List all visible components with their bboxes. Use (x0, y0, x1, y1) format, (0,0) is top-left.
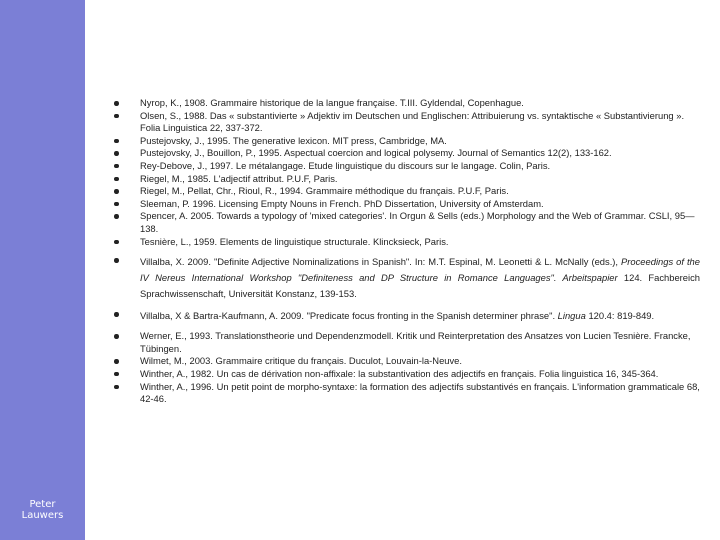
reference-item: Tesnière, L., 1959. Elements de linguistique structurale. Klincksieck, Paris. (110, 236, 700, 249)
reference-item: Rey-Debove, J., 1997. Le métalangage. Etude linguistique du discours sur le langage. Colin, Paris. (110, 160, 700, 173)
reference-item: Wilmet, M., 2003. Grammaire critique du français. Duculot, Louvain-la-Neuve. (110, 355, 700, 368)
reference-item: Pustejovsky, J., 1995. The generative lexicon. MIT press, Cambridge, MA. (110, 135, 700, 148)
reference-item: Riegel, M., 1985. L'adjectif attribut. P.U.F, Paris. (110, 173, 700, 186)
reference-item: Spencer, A. 2005. Towards a typology of 'mixed categories'. In Orgun & Sells (eds.) Morphology and the Web of Grammar. CSLI, 95—138. (110, 210, 700, 235)
author-first-name: Peter (29, 499, 56, 510)
sidebar (0, 0, 85, 540)
reference-item (110, 254, 700, 302)
author-last-name: Lauwers (21, 510, 64, 521)
reference-item: Winther, A., 1982. Un cas de dérivation non-affixale: la substantivation des adjectifs en français. Folia linguistica 16, 345-364. (110, 368, 700, 381)
reference-text: Villalba, X. 2009. "Definite Adjective Nominalizations in Spanish". In: M.T. Espinal, M. Leonetti & L. McNally (eds.), (140, 256, 619, 268)
reference-text: Villalba, X & Bartra-Kaufmann, A. 2009. "Predicate focus fronting in the Spanish determiner phrase". (140, 310, 556, 322)
reference-item: Riegel, M., Pellat, Chr., Rioul, R., 1994. Grammaire méthodique du français. P.U.F, Paris. (110, 185, 700, 198)
reference-item: Olsen, S., 1988. Das « substantivierte » Adjektiv im Deutschen und Englischen: Attribuierung vs. syntaktische « Substantivierung ». Folia Linguistica 22, 337-372. (110, 110, 700, 135)
reference-item: Pustejovsky, J., Bouillon, P., 1995. Aspectual coercion and logical polysemy. Journal of Semantics 12(2), 133-162. (110, 147, 700, 160)
reference-list (110, 97, 700, 406)
reference-item: Winther, A., 1996. Un petit point de morpho-syntaxe: la formation des adjectifs substantivés en français. L'information grammaticale 68, 42-46. (110, 381, 700, 406)
reference-item: Werner, E., 1993. Translationstheorie und Dependenzmodell. Kritik und Reinterpretation des Ansatzes von Lucien Tesnière. Francke, Tübingen. (110, 330, 700, 355)
reference-item: Nyrop, K., 1908. Grammaire historique de la langue française. T.III. Gyldendal, Copenhague. (110, 97, 700, 110)
reference-italic-title: Proceedings of the IV Nereus International Workshop "Definiteness and DP Structure in Romance Languages". Arbeitspapier (140, 256, 700, 284)
reference-italic-title: Lingua (557, 310, 586, 322)
reference-text: 124. Fachbereich Sprachwissenschaft, Universität Konstanz, 139-153. (140, 272, 700, 300)
reference-text: 120.4: 819-849. (588, 310, 655, 322)
author-name (0, 499, 85, 521)
reference-item (110, 308, 700, 324)
reference-item: Sleeman, P. 1996. Licensing Empty Nouns in French. PhD Dissertation, University of Amsterdam. (110, 198, 700, 211)
